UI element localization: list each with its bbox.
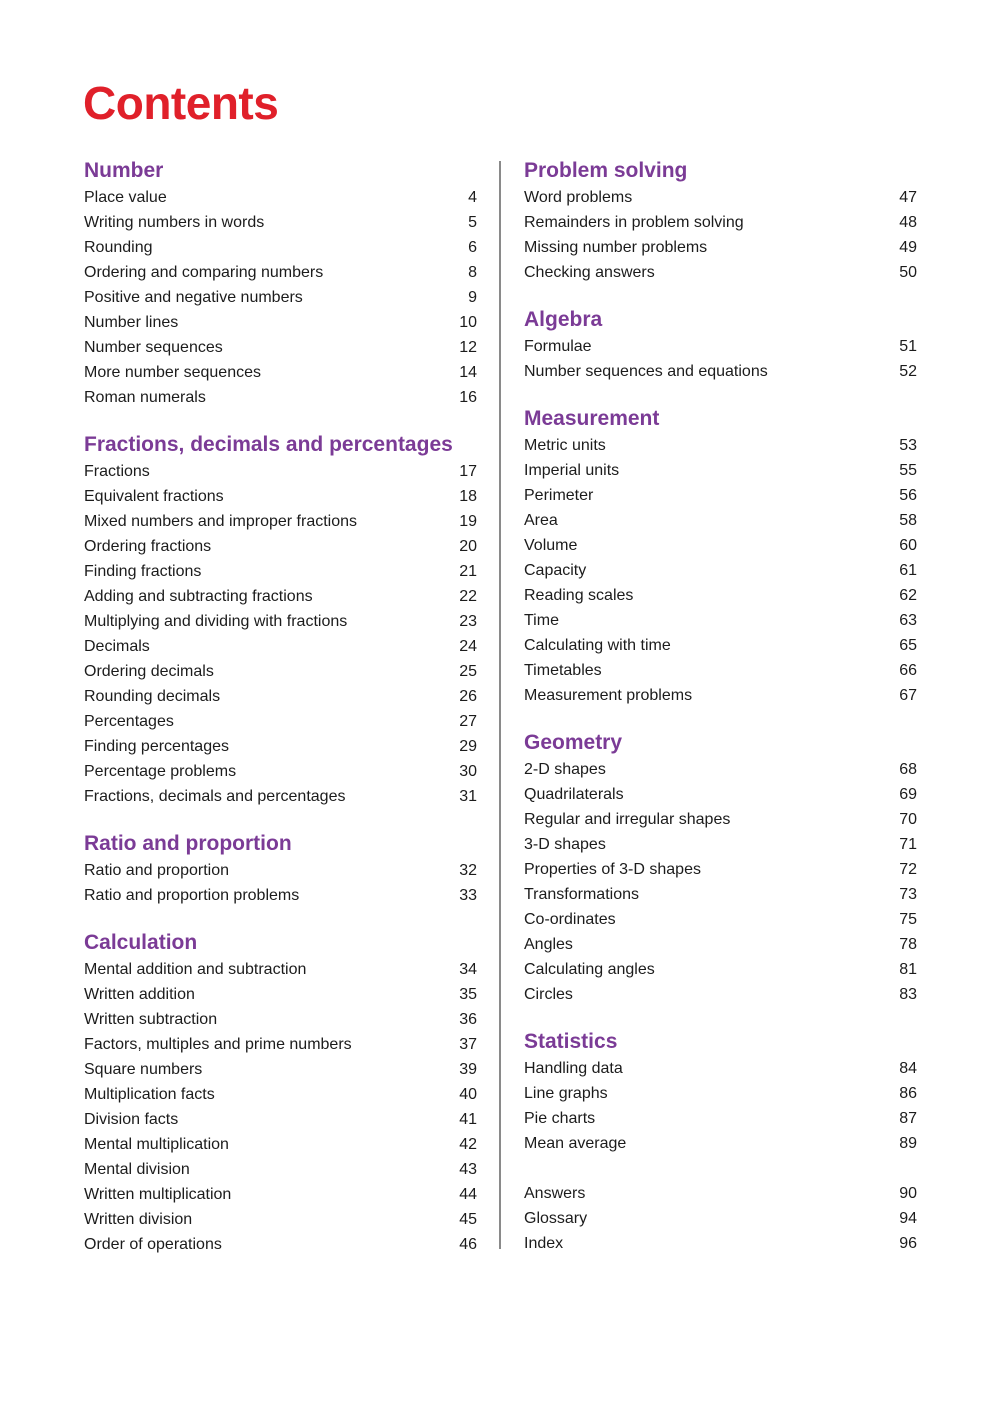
toc-entry-page-number: 53 <box>899 437 917 454</box>
toc-entry-label: Positive and negative numbers <box>84 289 303 306</box>
toc-entry-mental-addition-and-subtraction[interactable] <box>84 957 477 982</box>
toc-entry-label: Factors, multiples and prime numbers <box>84 1036 352 1053</box>
toc-entry-written-division[interactable] <box>84 1207 477 1232</box>
toc-entry-label: Multiplying and dividing with fractions <box>84 613 348 630</box>
toc-entry-timetables[interactable] <box>524 658 917 683</box>
toc-entry-square-numbers[interactable] <box>84 1057 477 1082</box>
toc-entry-page-number: 9 <box>468 289 477 306</box>
toc-entry-label: Angles <box>524 936 573 953</box>
toc-entry-label: Rounding <box>84 239 153 256</box>
toc-entry-page-number: 96 <box>899 1235 917 1252</box>
toc-entry-metric-units[interactable] <box>524 433 917 458</box>
toc-entry-co-ordinates[interactable] <box>524 907 917 932</box>
toc-entry-page-number: 47 <box>899 189 917 206</box>
toc-entry-page-number: 37 <box>459 1036 477 1053</box>
toc-entry-label: Roman numerals <box>84 389 206 406</box>
toc-entry-finding-percentages[interactable] <box>84 734 477 759</box>
toc-entry-label: Co-ordinates <box>524 911 616 928</box>
toc-entry-mean-average[interactable] <box>524 1131 917 1156</box>
toc-entry-label: Number sequences and equations <box>524 363 768 380</box>
toc-entry-label: Pie charts <box>524 1110 596 1127</box>
toc-entry-adding-and-subtracting-fractions[interactable] <box>84 584 477 609</box>
toc-entry-decimals[interactable] <box>84 634 477 659</box>
toc-entry-page-number: 34 <box>459 961 477 978</box>
toc-entry-page-number: 43 <box>459 1161 477 1178</box>
toc-entry-label: Area <box>524 512 558 529</box>
contents-column-right <box>524 157 917 1256</box>
toc-entry-written-subtraction[interactable] <box>84 1007 477 1032</box>
toc-entry-page-number: 16 <box>459 389 477 406</box>
toc-entry-page-number: 72 <box>899 861 917 878</box>
toc-entry-label: Transformations <box>524 886 639 903</box>
toc-entry-multiplication-facts[interactable] <box>84 1082 477 1107</box>
toc-entry-page-number: 35 <box>459 986 477 1003</box>
toc-entry-page-number: 39 <box>459 1061 477 1078</box>
toc-entry-page-number: 42 <box>459 1136 477 1153</box>
toc-entry-page-number: 71 <box>899 836 917 853</box>
toc-entry-page-number: 68 <box>899 761 917 778</box>
toc-entry-volume[interactable] <box>524 533 917 558</box>
toc-entry-page-number: 5 <box>468 214 477 231</box>
toc-entry-fractions[interactable] <box>84 459 477 484</box>
toc-entry-rounding[interactable] <box>84 235 477 260</box>
toc-entry-page-number: 50 <box>899 264 917 281</box>
toc-entry-page-number: 73 <box>899 886 917 903</box>
toc-entry-2-d-shapes[interactable] <box>524 757 917 782</box>
toc-entry-page-number: 20 <box>459 538 477 555</box>
toc-entry-ratio-and-proportion-problems[interactable] <box>84 883 477 908</box>
toc-entry-mental-multiplication[interactable] <box>84 1132 477 1157</box>
toc-entry-calculating-angles[interactable] <box>524 957 917 982</box>
toc-entry-pie-charts[interactable] <box>524 1106 917 1131</box>
toc-entry-label: Handling data <box>524 1060 623 1077</box>
section-heading: Ratio and proportion <box>84 832 292 855</box>
toc-entry-page-number: 46 <box>459 1236 477 1253</box>
toc-entry-label: Square numbers <box>84 1061 203 1078</box>
toc-entry-time[interactable] <box>524 608 917 633</box>
toc-entry-label: Written division <box>84 1211 193 1228</box>
toc-entry-label: Imperial units <box>524 462 620 479</box>
toc-entry-page-number: 14 <box>459 364 477 381</box>
toc-entry-answers[interactable] <box>524 1181 917 1206</box>
toc-entry-mental-division[interactable] <box>84 1157 477 1182</box>
toc-entry-transformations[interactable] <box>524 882 917 907</box>
toc-entry-mixed-numbers-and-improper-fractions[interactable] <box>84 509 477 534</box>
toc-entry-label: Formulae <box>524 338 592 355</box>
toc-entry-label: Ordering and comparing numbers <box>84 264 324 281</box>
toc-entry-label: Adding and subtracting fractions <box>84 588 313 605</box>
toc-entry-label: Finding fractions <box>84 563 202 580</box>
toc-entry-label: Checking answers <box>524 264 655 281</box>
toc-entry-word-problems[interactable] <box>524 185 917 210</box>
toc-entry-page-number: 87 <box>899 1110 917 1127</box>
toc-entry-ordering-decimals[interactable] <box>84 659 477 684</box>
toc-entry-page-number: 81 <box>899 961 917 978</box>
toc-entry-imperial-units[interactable] <box>524 458 917 483</box>
toc-entry-perimeter[interactable] <box>524 483 917 508</box>
toc-entry-label: Number lines <box>84 314 179 331</box>
toc-entry-label: Properties of 3-D shapes <box>524 861 701 878</box>
toc-entry-label: Circles <box>524 986 573 1003</box>
toc-entry-page-number: 66 <box>899 662 917 679</box>
toc-entry-ordering-fractions[interactable] <box>84 534 477 559</box>
toc-entry-written-multiplication[interactable] <box>84 1182 477 1207</box>
toc-entry-page-number: 67 <box>899 687 917 704</box>
toc-entry-label: Division facts <box>84 1111 179 1128</box>
toc-entry-label: Fractions <box>84 463 150 480</box>
toc-entry-handling-data[interactable] <box>524 1056 917 1081</box>
toc-entry-page-number: 18 <box>459 488 477 505</box>
toc-entry-page-number: 55 <box>899 462 917 479</box>
toc-entry-label: Equivalent fractions <box>84 488 224 505</box>
toc-entry-label: Number sequences <box>84 339 223 356</box>
toc-entry-multiplying-and-dividing-with-fractions[interactable] <box>84 609 477 634</box>
toc-entry-area[interactable] <box>524 508 917 533</box>
toc-entry-page-number: 26 <box>459 688 477 705</box>
section-number <box>84 157 477 410</box>
section-heading: Algebra <box>524 308 603 331</box>
toc-entry-page-number: 4 <box>468 189 477 206</box>
toc-entry-label: 3-D shapes <box>524 836 606 853</box>
toc-entry-label: Fractions, decimals and percentages <box>84 788 346 805</box>
section-heading: Statistics <box>524 1030 618 1053</box>
toc-entry-page-number: 19 <box>459 513 477 530</box>
toc-entry-label: Ratio and proportion <box>84 862 229 879</box>
toc-entry-label: Regular and irregular shapes <box>524 811 731 828</box>
section-heading: Geometry <box>524 731 623 754</box>
toc-entry-label: Written addition <box>84 986 195 1003</box>
toc-entry-label: Mean average <box>524 1135 627 1152</box>
toc-entry-label: Ordering fractions <box>84 538 212 555</box>
toc-entry-label: Quadrilaterals <box>524 786 624 803</box>
toc-entry-page-number: 17 <box>459 463 477 480</box>
toc-entry-label: Written multiplication <box>84 1186 232 1203</box>
toc-entry-label: Calculating with time <box>524 637 671 654</box>
toc-entry-page-number: 70 <box>899 811 917 828</box>
toc-entry-label: Mental addition and subtraction <box>84 961 307 978</box>
toc-entry-page-number: 75 <box>899 911 917 928</box>
toc-entry-label: Word problems <box>524 189 633 206</box>
toc-entry-page-number: 33 <box>459 887 477 904</box>
section-heading: Fractions, decimals and percentages <box>84 433 453 456</box>
toc-entry-page-number: 65 <box>899 637 917 654</box>
toc-entry-place-value[interactable] <box>84 185 477 210</box>
toc-entry-page-number: 10 <box>459 314 477 331</box>
toc-entry-page-number: 36 <box>459 1011 477 1028</box>
toc-entry-number-lines[interactable] <box>84 310 477 335</box>
toc-entry-number-sequences-and-equations[interactable] <box>524 359 917 384</box>
toc-entry-label: Written subtraction <box>84 1011 218 1028</box>
toc-entry-order-of-operations[interactable] <box>84 1232 477 1257</box>
toc-entry-page-number: 32 <box>459 862 477 879</box>
toc-entry-reading-scales[interactable] <box>524 583 917 608</box>
toc-entry-percentages[interactable] <box>84 709 477 734</box>
toc-entry-written-addition[interactable] <box>84 982 477 1007</box>
toc-entry-ratio-and-proportion[interactable] <box>84 858 477 883</box>
toc-entry-page-number: 60 <box>899 537 917 554</box>
toc-entry-label: Mental division <box>84 1161 190 1178</box>
section-heading: Problem solving <box>524 159 688 182</box>
toc-entry-page-number: 63 <box>899 612 917 629</box>
toc-entry-remainders-in-problem-solving[interactable] <box>524 210 917 235</box>
toc-entry-page-number: 44 <box>459 1186 477 1203</box>
page-title: Contents <box>83 77 279 129</box>
section-fractions-decimals-and-percentages <box>84 431 477 809</box>
section-heading: Calculation <box>84 931 198 954</box>
section-ratio-and-proportion <box>84 830 477 908</box>
toc-entry-regular-and-irregular-shapes[interactable] <box>524 807 917 832</box>
toc-entry-label: Timetables <box>524 662 602 679</box>
toc-entry-number-sequences[interactable] <box>84 335 477 360</box>
toc-entry-label: Metric units <box>524 437 606 454</box>
toc-entry-label: Place value <box>84 189 167 206</box>
toc-entry-label: Percentage problems <box>84 763 237 780</box>
toc-entry-label: Perimeter <box>524 487 594 504</box>
toc-entry-page-number: 8 <box>468 264 477 281</box>
toc-entry-label: Volume <box>524 537 578 554</box>
back-matter <box>524 1181 917 1256</box>
contents-column-left <box>84 157 477 1278</box>
toc-entry-label: Finding percentages <box>84 738 229 755</box>
toc-entry-page-number: 45 <box>459 1211 477 1228</box>
toc-entry-page-number: 90 <box>899 1185 917 1202</box>
toc-entry-label: Ordering decimals <box>84 663 214 680</box>
toc-entry-label: Reading scales <box>524 587 634 604</box>
toc-entry-label: 2-D shapes <box>524 761 606 778</box>
toc-entry-page-number: 86 <box>899 1085 917 1102</box>
toc-entry-page-number: 69 <box>899 786 917 803</box>
toc-entry-label: Index <box>524 1235 564 1252</box>
toc-entry-circles[interactable] <box>524 982 917 1007</box>
toc-entry-page-number: 27 <box>459 713 477 730</box>
toc-entry-label: Missing number problems <box>524 239 708 256</box>
toc-entry-page-number: 89 <box>899 1135 917 1152</box>
toc-entry-more-number-sequences[interactable] <box>84 360 477 385</box>
toc-entry-page-number: 30 <box>459 763 477 780</box>
toc-entry-page-number: 83 <box>899 986 917 1003</box>
toc-entry-label: Time <box>524 612 559 629</box>
toc-entry-page-number: 25 <box>459 663 477 680</box>
toc-entry-ordering-and-comparing-numbers[interactable] <box>84 260 477 285</box>
toc-entry-3-d-shapes[interactable] <box>524 832 917 857</box>
toc-entry-quadrilaterals[interactable] <box>524 782 917 807</box>
toc-entry-label: Order of operations <box>84 1236 222 1253</box>
toc-entry-angles[interactable] <box>524 932 917 957</box>
toc-entry-label: Percentages <box>84 713 174 730</box>
toc-entry-calculating-with-time[interactable] <box>524 633 917 658</box>
toc-entry-label: Decimals <box>84 638 150 655</box>
toc-entry-label: Measurement problems <box>524 687 693 704</box>
toc-entry-index[interactable] <box>524 1231 917 1256</box>
section-statistics <box>524 1028 917 1156</box>
toc-entry-label: Glossary <box>524 1210 588 1227</box>
section-geometry <box>524 729 917 1007</box>
toc-entry-label: Calculating angles <box>524 961 655 978</box>
section-algebra <box>524 306 917 384</box>
toc-entry-page-number: 31 <box>459 788 477 805</box>
toc-entry-label: Answers <box>524 1185 586 1202</box>
toc-entry-division-facts[interactable] <box>84 1107 477 1132</box>
toc-entry-measurement-problems[interactable] <box>524 683 917 708</box>
toc-entry-page-number: 56 <box>899 487 917 504</box>
toc-entry-writing-numbers-in-words[interactable] <box>84 210 477 235</box>
toc-entry-capacity[interactable] <box>524 558 917 583</box>
toc-entry-page-number: 61 <box>899 562 917 579</box>
toc-entry-page-number: 29 <box>459 738 477 755</box>
toc-entry-page-number: 41 <box>459 1111 477 1128</box>
section-heading: Measurement <box>524 407 660 430</box>
toc-entry-page-number: 49 <box>899 239 917 256</box>
section-heading: Number <box>84 159 164 182</box>
toc-entry-properties-of-3-d-shapes[interactable] <box>524 857 917 882</box>
toc-entry-page-number: 6 <box>468 239 477 256</box>
toc-entry-page-number: 48 <box>899 214 917 231</box>
toc-entry-page-number: 12 <box>459 339 477 356</box>
toc-entry-label: Ratio and proportion problems <box>84 887 300 904</box>
toc-entry-finding-fractions[interactable] <box>84 559 477 584</box>
toc-entry-page-number: 21 <box>459 563 477 580</box>
column-divider <box>499 161 501 1249</box>
toc-entry-page-number: 23 <box>459 613 477 630</box>
toc-entry-glossary[interactable] <box>524 1206 917 1231</box>
toc-entry-label: Mixed numbers and improper fractions <box>84 513 358 530</box>
toc-entry-page-number: 94 <box>899 1210 917 1227</box>
toc-entry-label: Capacity <box>524 562 587 579</box>
toc-entry-page-number: 22 <box>459 588 477 605</box>
toc-entry-label: Rounding decimals <box>84 688 221 705</box>
toc-entry-label: Line graphs <box>524 1085 608 1102</box>
toc-entry-label: Multiplication facts <box>84 1086 215 1103</box>
toc-entry-label: Writing numbers in words <box>84 214 265 231</box>
section-problem-solving <box>524 157 917 285</box>
toc-entry-page-number: 84 <box>899 1060 917 1077</box>
toc-entry-checking-answers[interactable] <box>524 260 917 285</box>
toc-entry-roman-numerals[interactable] <box>84 385 477 410</box>
toc-entry-rounding-decimals[interactable] <box>84 684 477 709</box>
toc-entry-percentage-problems[interactable] <box>84 759 477 784</box>
toc-entry-page-number: 24 <box>459 638 477 655</box>
toc-entry-label: Remainders in problem solving <box>524 214 744 231</box>
toc-entry-page-number: 40 <box>459 1086 477 1103</box>
toc-entry-equivalent-fractions[interactable] <box>84 484 477 509</box>
toc-entry-page-number: 62 <box>899 587 917 604</box>
toc-entry-missing-number-problems[interactable] <box>524 235 917 260</box>
toc-entry-formulae[interactable] <box>524 334 917 359</box>
toc-entry-fractions-decimals-and-percentages[interactable] <box>84 784 477 809</box>
toc-entry-page-number: 51 <box>899 338 917 355</box>
toc-entry-factors-multiples-and-prime-numbers[interactable] <box>84 1032 477 1057</box>
toc-entry-positive-and-negative-numbers[interactable] <box>84 285 477 310</box>
toc-entry-page-number: 58 <box>899 512 917 529</box>
toc-entry-page-number: 78 <box>899 936 917 953</box>
section-measurement <box>524 405 917 708</box>
toc-entry-line-graphs[interactable] <box>524 1081 917 1106</box>
section-calculation <box>84 929 477 1257</box>
toc-entry-label: More number sequences <box>84 364 261 381</box>
toc-entry-label: Mental multiplication <box>84 1136 229 1153</box>
toc-entry-page-number: 52 <box>899 363 917 380</box>
